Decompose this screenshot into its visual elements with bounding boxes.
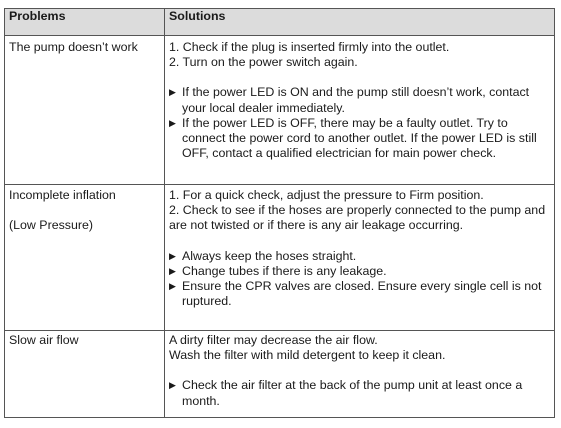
header-solutions: Solutions xyxy=(165,9,555,36)
list-item xyxy=(169,116,550,162)
solution-bullet: Ensure the CPR valves are closed. Ensure every single cell is not ruptured. xyxy=(182,279,542,309)
solution-bullet: If the power LED is OFF, there may be a faulty outlet. Try to connect the power cord to another outlet. If the power LED is still OFF, contact a qualified electrician for main power check. xyxy=(182,115,537,161)
list-item xyxy=(169,264,550,279)
table-row xyxy=(5,185,555,331)
solution-bullet: Check the air filter at the back of the pump unit at least once a month. xyxy=(182,378,523,408)
problem-text: Incomplete inflation xyxy=(9,188,116,202)
triangle-bullet-icon: ▶ xyxy=(169,117,176,128)
solution-step: 1. Check if the plug is inserted firmly into the outlet. xyxy=(169,40,450,54)
list-item xyxy=(169,249,550,264)
problem-cell xyxy=(5,185,165,331)
troubleshooting-table xyxy=(4,8,555,418)
list-item xyxy=(169,203,550,233)
solution-step: 1. For a quick check, adjust the pressure to Firm position. xyxy=(169,188,484,202)
triangle-bullet-icon: ▶ xyxy=(169,380,176,391)
table-row xyxy=(5,36,555,185)
list-item xyxy=(169,85,550,115)
solution-cell xyxy=(165,36,555,185)
solution-step: 2. Turn on the power switch again. xyxy=(169,55,358,70)
solution-cell xyxy=(165,331,555,418)
problem-cell xyxy=(5,36,165,185)
triangle-bullet-icon: ▶ xyxy=(169,87,176,98)
list-item xyxy=(169,378,550,408)
table-row xyxy=(5,331,555,418)
triangle-bullet-icon: ▶ xyxy=(169,265,176,276)
solution-step: A dirty filter may decrease the air flow. xyxy=(169,333,378,347)
solution-bullet: If the power LED is ON and the pump still doesn’t work, contact your local dealer immediately. xyxy=(182,85,530,115)
problem-subtext: (Low Pressure) xyxy=(9,218,94,233)
solution-cell xyxy=(165,185,555,331)
triangle-bullet-icon: ▶ xyxy=(169,250,176,261)
list-item xyxy=(169,279,550,309)
solution-bullet: Always keep the hoses straight. xyxy=(182,248,357,263)
header-row xyxy=(5,9,555,36)
header-problems: Problems xyxy=(5,9,165,36)
solution-bullet: Change tubes if there is any leakage. xyxy=(182,263,387,278)
problem-text: The pump doesn’t work xyxy=(9,40,138,54)
triangle-bullet-icon: ▶ xyxy=(169,281,176,292)
problem-text: Slow air flow xyxy=(9,333,79,347)
solution-step: 2. Check to see if the hoses are properly connected to the pump and are not twisted or if there is any air leakage occurring. xyxy=(169,203,546,233)
solution-step: Wash the filter with mild detergent to keep it clean. xyxy=(169,348,446,363)
problem-cell xyxy=(5,331,165,418)
